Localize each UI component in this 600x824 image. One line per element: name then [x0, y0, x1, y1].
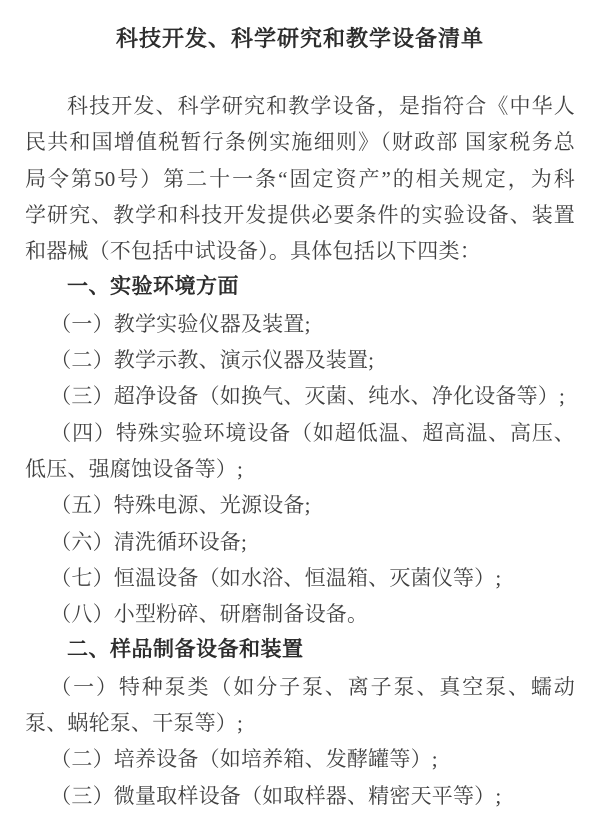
paragraph [25, 741, 575, 777]
paragraph [25, 524, 575, 560]
paragraph-line: 学研究、教学和科技开发提供必要条件的实验设备、装置 [25, 202, 575, 227]
paragraph [25, 778, 575, 814]
paragraph-line: （四）特殊实验环境设备（如超低温、超高温、高压、 [50, 420, 575, 445]
paragraph-line: （三）超净设备（如换气、灭菌、纯水、净化设备等）; [50, 384, 566, 409]
paragraph-line: （三）微量取样设备（如取样器、精密天平等）; [50, 783, 502, 808]
paragraph-line: （二）培养设备（如培养箱、发酵罐等）; [50, 747, 438, 772]
paragraph-line: 泵、蜗轮泵、干泵等）; [25, 711, 244, 736]
paragraph-line: （八）小型粉碎、研磨制备设备。 [50, 602, 369, 627]
paragraph-line: 民共和国增值税暂行条例实施细则》（财政部 国家税务总 [25, 130, 575, 155]
document-title: 科技开发、科学研究和教学设备清单 [115, 26, 484, 51]
section-heading [25, 269, 575, 305]
paragraph-line: （一）特种泵类（如分子泵、离子泵、真空泵、蠕动 [50, 674, 575, 699]
paragraph-line: 局令第50号）第二十一条“固定资产”的相关规定，为科 [25, 166, 575, 191]
paragraph [25, 415, 575, 488]
paragraph [25, 596, 575, 632]
paragraph-line: （五）特殊电源、光源设备; [50, 493, 311, 518]
paragraph [25, 560, 575, 596]
paragraph-line: （六）清洗循环设备; [50, 529, 248, 554]
paragraph [25, 487, 575, 523]
paragraph [25, 669, 575, 742]
paragraph-line: （一）教学实验仪器及装置; [50, 311, 311, 336]
paragraph [25, 378, 575, 414]
paragraph-line: （七）恒温设备（如水浴、恒温箱、灭菌仪等）; [50, 565, 502, 590]
section-heading-line: 一、实验环境方面 [67, 275, 239, 299]
paragraph-line: 和器械（不包括中试设备）。具体包括以下四类： [25, 239, 481, 264]
paragraph-line: 低压、强腐蚀设备等）; [25, 456, 244, 481]
paragraph [25, 88, 575, 269]
paragraph-line: 科技开发、科学研究和教学设备，是指符合《中华人 [67, 94, 575, 118]
paragraph [25, 342, 575, 378]
section-heading [25, 632, 575, 668]
document-body [25, 88, 575, 814]
section-heading-line: 二、样品制备设备和装置 [67, 638, 304, 662]
paragraph [25, 306, 575, 342]
paragraph-line: （二）教学示教、演示仪器及装置; [50, 348, 375, 373]
